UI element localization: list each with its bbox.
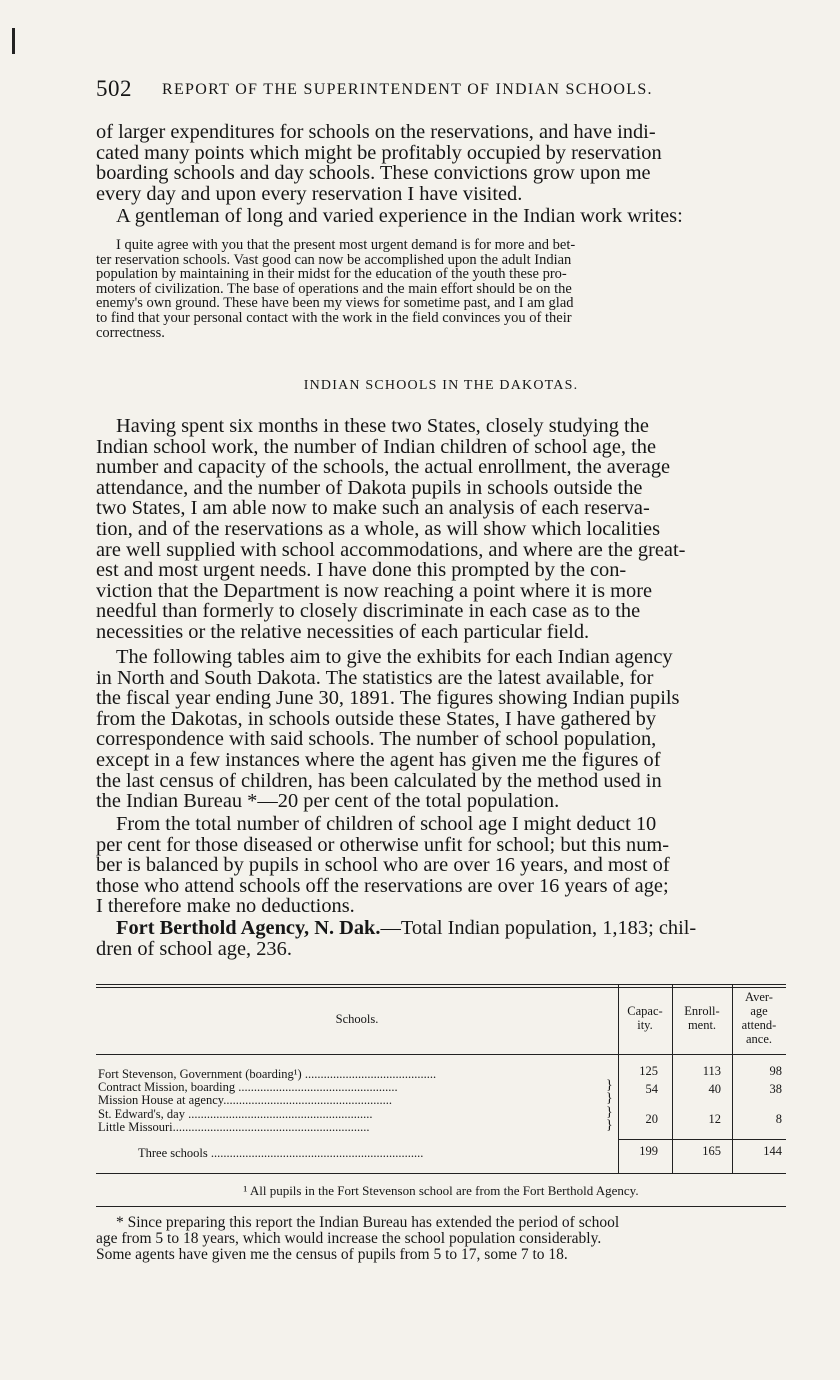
paragraph-1 (96, 416, 786, 643)
table-row-label: St. Edward's, day ........................................................... (98, 1108, 373, 1121)
header-text: ity. (637, 1018, 653, 1032)
text-line: number and capacity of the schools, the actual enrollment, the average (96, 456, 671, 479)
cell-capacity: 125 (639, 1064, 658, 1078)
cell-capacity-total: 199 (639, 1144, 658, 1158)
text-line: are well supplied with school accommodations, and where are the great- (96, 538, 686, 561)
text-line: cated many points which might be profitably occupied by reservation (96, 141, 662, 164)
paragraph-3 (96, 814, 786, 917)
header-average (732, 990, 786, 1046)
text-line: tion, and of the reservations as a whole, as will show which localities (96, 517, 661, 540)
header-text: ance. (745, 1032, 773, 1046)
table-row-label: Contract Mission, boarding ................................................... (98, 1081, 398, 1094)
text-line: every day and upon every reservation I have visited. (96, 182, 523, 205)
quote-line: ter reservation schools. Vast good can now be accomplished upon the adult Indian (96, 251, 572, 268)
agency-paragraph (96, 918, 786, 959)
table-top-rule (96, 987, 786, 988)
text-line: correspondence with said schools. The number of school population, (96, 728, 657, 751)
gentleman-paragraph (96, 206, 786, 227)
text-line: Having spent six months in these two States, closely studying the (116, 415, 649, 437)
text-line: those who attend schools off the reservations are over 16 years of age; (96, 874, 669, 897)
page-header (96, 76, 786, 106)
cell-capacity: 20 (645, 1112, 658, 1126)
quote-line: correctness. (96, 324, 165, 341)
text-line: From the total number of children of school age I might deduct 10 (116, 813, 657, 835)
cell-average-total: 144 (763, 1144, 782, 1158)
intro-paragraph (96, 122, 786, 204)
cell-average: 8 (775, 1112, 782, 1126)
quote-line: moters of civilization. The base of operations and the main effort should be on the (96, 280, 572, 297)
text-line: I therefore make no deductions. (96, 895, 355, 918)
header-text: age (750, 1004, 768, 1018)
text-line: in North and South Dakota. The statistics are the latest available, for (96, 666, 654, 689)
text-line: two States, I am able now to make such an analysis of each reserva- (96, 497, 650, 520)
cell-enrollment: 113 (702, 1064, 721, 1078)
header-text: attend- (741, 1018, 777, 1032)
text-line: A gentleman of long and varied experience in the Indian work writes: (116, 205, 683, 227)
quote-line: population by maintaining in their midst for the education of the youth these pro- (96, 266, 567, 283)
table-total-label: Three schools .................................................................... (138, 1147, 424, 1160)
footnote-line: * Since preparing this report the Indian Bureau has extended the period of school (116, 1214, 620, 1231)
table-row-label: Fort Stevenson, Government (boarding¹) .......................................... (98, 1068, 437, 1081)
text-line: the fiscal year ending June 30, 1891. The figures showing Indian pupils (96, 687, 680, 710)
text-line: needful than formerly to closely discriminate in each case as to the (96, 600, 641, 623)
quote-line: to find that your personal contact with the work in the field convinces you of their (96, 309, 572, 326)
text-line: per cent for those diseased or otherwise unfit for school; but this num- (96, 833, 670, 856)
table-row-label: Mission House at agency...................................................... (98, 1094, 392, 1107)
cell-average: 98 (769, 1064, 782, 1078)
text-line: est and most urgent needs. I have done this prompted by the con- (96, 559, 627, 582)
agency-population: —Total Indian population, 1,183; chil- (380, 917, 697, 939)
text-line: Indian school work, the number of Indian children of school age, the (96, 435, 657, 458)
header-text: Enroll- (684, 1004, 720, 1018)
text-line: from the Dakotas, in schools outside these States, I have gathered by (96, 707, 657, 730)
footnote-line: age from 5 to 18 years, which would increase the school population considerably. (96, 1230, 602, 1247)
table-bottom-rule (96, 1173, 786, 1174)
text-line: boarding schools and day schools. These convictions grow upon me (96, 162, 651, 185)
header-text: Capac- (627, 1004, 663, 1018)
table-row-label: Little Missouri............................................................... (98, 1121, 370, 1134)
footnote-rule (96, 1206, 786, 1207)
cell-enrollment: 12 (708, 1112, 721, 1126)
footnote-line: Some agents have given me the census of pupils from 5 to 17, some 7 to 18. (96, 1246, 568, 1263)
page-number: 502 (96, 76, 132, 101)
header-text: ment. (687, 1018, 717, 1032)
header-enrollment (672, 1004, 732, 1032)
header-text: Aver- (745, 990, 773, 1004)
running-title: REPORT OF THE SUPERINTENDENT OF INDIAN SCHOOLS. (162, 81, 653, 98)
table-top-rule (96, 984, 786, 985)
quote-line: I quite agree with you that the present most urgent demand is for more and bet- (116, 237, 576, 253)
brace: } } (606, 1078, 613, 1106)
agency-name: Fort Berthold Agency, N. Dak. (116, 917, 381, 939)
page-footnote (96, 1215, 786, 1263)
block-quote (96, 238, 786, 340)
total-rule (618, 1139, 786, 1140)
text-line: dren of school age, 236. (96, 937, 292, 960)
paragraph-2 (96, 647, 786, 812)
section-heading: INDIAN SCHOOLS IN THE DAKOTAS. (303, 378, 579, 393)
cell-enrollment-total: 165 (702, 1144, 721, 1158)
text-line: ber is balanced by pupils in school who are over 16 years, and most of (96, 854, 670, 877)
text-line: necessities or the relative necessities of each particular field. (96, 620, 590, 643)
table-footnote: ¹ All pupils in the Fort Stevenson school are from the Fort Berthold Agency. (243, 1183, 639, 1198)
agency-line (96, 918, 786, 939)
quote-line: enemy's own ground. These have been my views for sometime past, and I am glad (96, 295, 574, 312)
header-bottom-rule (96, 1054, 786, 1055)
text-line: the Indian Bureau *—20 per cent of the total population. (96, 790, 560, 813)
text-line: viction that the Department is now reaching a point where it is more (96, 579, 653, 602)
text-line: The following tables aim to give the exhibits for each Indian agency (116, 646, 673, 668)
text-line: of larger expenditures for schools on the reservations, and have indi- (96, 121, 656, 143)
text-line: except in a few instances where the agent has given me the figures of (96, 748, 661, 771)
header-capacity (618, 1004, 672, 1032)
cell-average: 38 (769, 1082, 782, 1096)
text-line: the last census of children, has been calculated by the method used in (96, 769, 662, 792)
brace: } } (606, 1105, 613, 1133)
text-line: attendance, and the number of Dakota pupils in schools outside the (96, 476, 643, 499)
cell-capacity: 54 (645, 1082, 658, 1096)
page-edge-mark (12, 28, 15, 54)
header-schools: Schools. (335, 1012, 379, 1026)
cell-enrollment: 40 (708, 1082, 721, 1096)
